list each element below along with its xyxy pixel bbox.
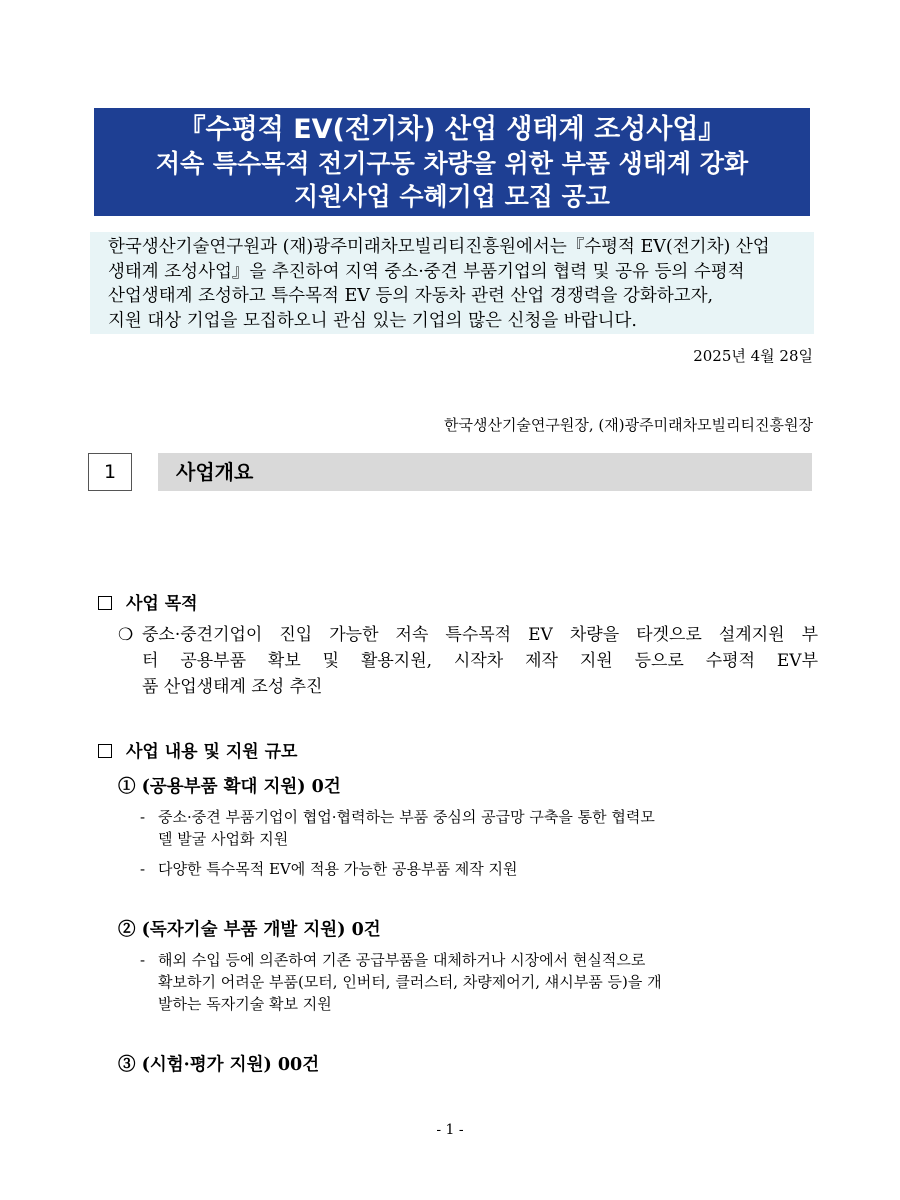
detail-line: 확보하기 어려운 부품(모터, 인버터, 클러스터, 차량제어기, 섀시부품 등)을 개 bbox=[158, 973, 662, 991]
purpose-text bbox=[142, 622, 818, 700]
item-1-title: ① (공용부품 확대 지원) 0건 bbox=[118, 777, 341, 797]
intro-paragraph bbox=[90, 232, 814, 334]
title-line-3: 지원사업 수혜기업 모집 공고 bbox=[294, 182, 610, 211]
section-number: 1 bbox=[88, 453, 132, 491]
content-heading bbox=[98, 740, 297, 764]
item-3-title: ③ (시험·평가 지원) 00건 bbox=[118, 1055, 320, 1075]
dash-bullet: - bbox=[140, 808, 146, 826]
purpose-line: 품 산업생태계 조성 추진 bbox=[142, 677, 323, 697]
checkbox-square-icon bbox=[98, 596, 112, 610]
detail-line: 델 발굴 사업화 지원 bbox=[158, 830, 289, 848]
checkbox-square-icon bbox=[98, 744, 112, 758]
intro-line: 생태계 조성사업』을 추진하여 지역 중소·중견 부품기업의 협력 및 공유 등의 수평적 bbox=[108, 261, 745, 282]
detail-line: 다양한 특수목적 EV에 적용 가능한 공용부품 제작 지원 bbox=[158, 860, 518, 878]
dash-bullet: - bbox=[140, 951, 146, 969]
announcement-title bbox=[94, 108, 810, 216]
page-number: - 1 - bbox=[436, 1122, 464, 1138]
intro-line: 한국생산기술연구원과 (재)광주미래차모빌리티진흥원에서는『수평적 EV(전기차) 산업 bbox=[108, 237, 770, 257]
purpose-line: 중소·중견기업이 진입 가능한 저속 특수목적 EV 차량을 타겟으로 설계지원 부 bbox=[142, 625, 818, 645]
detail-line: 발하는 독자기술 확보 지원 bbox=[158, 995, 332, 1013]
intro-line: 지원 대상 기업을 모집하오니 관심 있는 기업의 많은 신청을 바랍니다. bbox=[108, 310, 637, 331]
circle-bullet-icon: ❍ bbox=[118, 625, 134, 645]
announcement-date: 2025년 4월 28일 bbox=[693, 347, 813, 365]
purpose-line: 터 공용부품 확보 및 활용지원, 시작차 제작 지원 등으로 수평적 EV부 bbox=[142, 651, 818, 671]
dash-bullet: - bbox=[140, 860, 146, 878]
content-heading-text: 사업 내용 및 지원 규모 bbox=[126, 742, 298, 762]
issuing-organizations: 한국생산기술연구원장, (재)광주미래차모빌리티진흥원장 bbox=[443, 416, 813, 434]
intro-line: 산업생태계 조성하고 특수목적 EV 등의 자동차 관련 산업 경쟁력을 강화하고자, bbox=[108, 286, 714, 306]
detail-line: 중소·중견 부품기업이 협업·협력하는 부품 중심의 공급망 구축을 통한 협력모 bbox=[158, 808, 655, 826]
purpose-heading bbox=[98, 592, 198, 616]
title-line-2: 저속 특수목적 전기구동 차량을 위한 부품 생태계 강화 bbox=[155, 149, 749, 178]
title-line-1: 『수평적 EV(전기차) 산업 생태계 조성사업』 bbox=[178, 114, 726, 145]
section-title: 사업개요 bbox=[158, 453, 812, 491]
detail-line: 해외 수입 등에 의존하여 기존 공급부품을 대체하거나 시장에서 현실적으로 bbox=[158, 951, 646, 969]
purpose-heading-text: 사업 목적 bbox=[126, 594, 198, 614]
item-2-title: ② (독자기술 부품 개발 지원) 0건 bbox=[118, 920, 381, 940]
